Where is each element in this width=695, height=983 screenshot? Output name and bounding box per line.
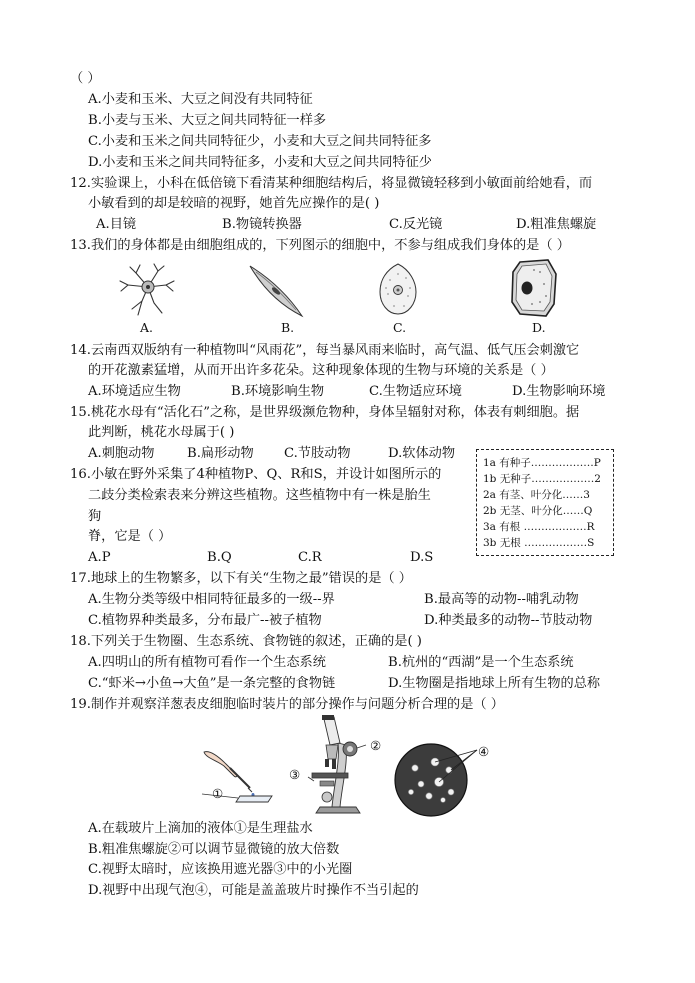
q11-option-c: C.小麦和玉米之间共同特征少，小麦和大豆之间共同特征多 — [88, 134, 432, 149]
q15-option-d: D.软体动物 — [388, 446, 456, 461]
q18-option-c: C.“虾米→小鱼→大鱼”是一条完整的食物链 — [88, 676, 336, 691]
q14-option-d: D.生物影响环境 — [512, 384, 606, 399]
key-line-1b: 1b 无种子………………2 — [483, 473, 601, 485]
q18-option-b: B.杭州的“西湖”是一个生态系统 — [388, 655, 574, 670]
q16-stem-line2: 二歧分类检索表来分辨这些植物。这些植物中有一株是胎生 — [88, 488, 431, 503]
epithelial-cell-figure — [378, 262, 418, 316]
q12-option-c: C.反光镜 — [389, 217, 443, 232]
q14-stem-line1: 14.云南西双版纳有一种植物叫“风雨花”，每当暴风雨来临时，高气温、低气压会刺激它 — [70, 343, 580, 358]
q16-option-d: D.S — [410, 550, 434, 565]
plant-cell-figure — [510, 258, 558, 318]
q17-option-d: D.种类最多的动物--节肢动物 — [424, 613, 593, 628]
q15-stem-line2: 此判断，桃花水母属于( ) — [88, 425, 235, 440]
q12-option-a: A.目镜 — [96, 217, 137, 232]
figure-label-1: ① — [212, 786, 224, 801]
key-line-3b: 3b 无根 ………………S — [483, 537, 595, 549]
q11-option-a: A.小麦和玉米、大豆之间没有共同特征 — [88, 92, 313, 107]
q12-stem-line1: 12.实验课上，小科在低倍镜下看清某种细胞结构后，将显微镜轻移到小敏面前给她看，而 — [70, 176, 593, 191]
q16-option-a: A.P — [88, 550, 111, 565]
key-line-3a: 3a 有根 ………………R — [483, 521, 595, 533]
figure-label-4: ④ — [478, 744, 490, 759]
q15-option-c: C.节肢动物 — [284, 446, 351, 461]
q12-option-d: D.粗准焦螺旋 — [516, 217, 597, 232]
muscle-cell-figure — [246, 262, 306, 320]
q15-stem-line1: 15.桃花水母有“活化石”之称，是世界级濒危物种，身体呈辐射对称，体表有刺细胞。据 — [70, 405, 580, 420]
q14-option-a: A.环境适应生物 — [88, 384, 181, 399]
q12-stem-line2: 小敏看到的却是较暗的视野，她首先应操作的是( ) — [88, 196, 380, 211]
q14-stem-line2: 的开花激素猛增，从而开出许多花朵。这种现象体现的生物与环境的关系是（ ） — [88, 363, 554, 378]
field-of-view-figure — [391, 740, 491, 816]
q14-option-c: C.生物适应环境 — [369, 384, 462, 399]
q12-option-b: B.物镜转换器 — [222, 217, 302, 232]
nerve-cell-figure — [118, 263, 178, 318]
key-line-2b: 2b 无茎、叶分化……Q — [483, 505, 593, 517]
q14-option-b: B.环境影响生物 — [231, 384, 325, 399]
q13-label-a: A. — [140, 320, 154, 335]
q13-stem: 13.我们的身体都是由细胞组成的，下列图示的细胞中，不参与组成我们身体的是（ ） — [70, 238, 570, 253]
q16-option-c: C.R — [298, 550, 322, 565]
q13-label-b: B. — [281, 320, 295, 335]
q17-option-a: A.生物分类等级中相同特征最多的一级--界 — [88, 592, 335, 607]
key-line-2a: 2a 有茎、叶分化……3 — [483, 489, 590, 501]
microscope-figure — [290, 715, 370, 815]
dichotomous-key-box — [476, 449, 614, 556]
q11-answer-paren: （ ） — [70, 71, 101, 86]
key-line-1a: 1a 有种子………………P — [483, 457, 601, 469]
q11-option-d: D.小麦和玉米之间共同特征多，小麦和大豆之间共同特征少 — [88, 155, 432, 170]
q19-option-a: A.在载玻片上滴加的液体①是生理盐水 — [88, 821, 313, 836]
q16-stem-line4: 脊，它是（ ） — [88, 529, 172, 544]
q19-option-c: C.视野太暗时，应该换用遮光器③中的小光圈 — [88, 862, 353, 877]
q16-option-b: B.Q — [207, 550, 232, 565]
q19-option-d: D.视野中出现气泡④，可能是盖盖玻片时操作不当引起的 — [88, 883, 419, 898]
q19-stem: 19.制作并观察洋葱表皮细胞临时装片的部分操作与问题分析合理的是（ ） — [70, 697, 504, 712]
q13-label-c: C. — [393, 320, 407, 335]
q17-stem: 17.地球上的生物繁多，以下有关“生物之最”错误的是（ ） — [70, 571, 412, 586]
q18-option-a: A.四明山的所有植物可看作一个生态系统 — [88, 655, 326, 670]
dropper-slide-figure — [196, 748, 276, 804]
q11-option-b: B.小麦与玉米、大豆之间共同特征一样多 — [88, 113, 327, 128]
q18-stem: 18.下列关于生物圈、生态系统、食物链的叙述，正确的是( ) — [70, 634, 422, 649]
figure-label-3: ③ — [289, 767, 301, 782]
q16-stem-line3: 狗 — [88, 509, 102, 524]
q16-stem-line1: 16.小敏在野外采集了4种植物P、Q、R和S，并设计如图所示的 — [70, 467, 442, 482]
q17-option-b: B.最高等的动物--哺乳动物 — [424, 592, 579, 607]
q15-option-a: A.刺胞动物 — [88, 446, 155, 461]
q17-option-c: C.植物界种类最多，分布最广--被子植物 — [88, 613, 322, 628]
figure-label-2: ② — [370, 738, 382, 753]
q13-label-d: D. — [532, 320, 546, 335]
q15-option-b: B.扁形动物 — [187, 446, 254, 461]
q19-option-b: B.粗准焦螺旋②可以调节显微镜的放大倍数 — [88, 842, 340, 857]
q18-option-d: D.生物圈是指地球上所有生物的总称 — [388, 676, 601, 691]
